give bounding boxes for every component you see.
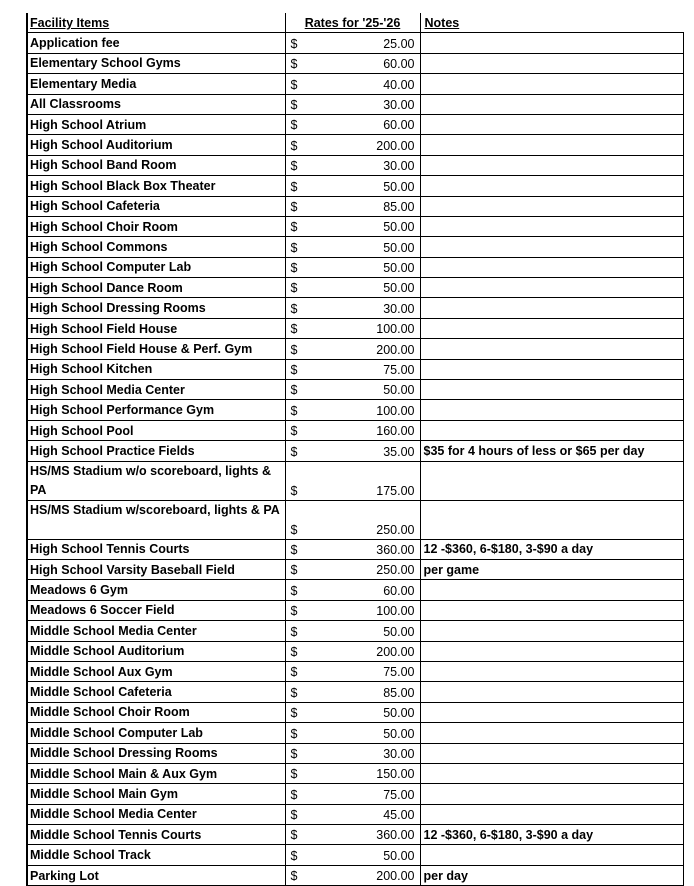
facility-item-cell: High School Practice Fields xyxy=(27,441,285,461)
currency-symbol: $ xyxy=(290,363,298,378)
rate-amount: 50.00 xyxy=(383,706,415,721)
currency-symbol: $ xyxy=(290,624,298,639)
table-row xyxy=(27,380,683,400)
currency-symbol: $ xyxy=(290,787,298,802)
notes-cell xyxy=(420,257,683,277)
rate-amount: 60.00 xyxy=(383,118,415,133)
rate-cell xyxy=(285,641,420,661)
rate-amount: 60.00 xyxy=(383,583,415,598)
rate-cell xyxy=(285,298,420,318)
rate-amount: 250.00 xyxy=(376,563,415,578)
rate-cell xyxy=(285,865,420,885)
notes-cell xyxy=(420,621,683,641)
currency-symbol: $ xyxy=(290,685,298,700)
currency-symbol: $ xyxy=(290,220,298,235)
rate-amount: 50.00 xyxy=(383,726,415,741)
rate-cell xyxy=(285,380,420,400)
notes-cell xyxy=(420,400,683,420)
rate-cell xyxy=(285,845,420,865)
rate-amount: 160.00 xyxy=(376,424,415,439)
notes-cell xyxy=(420,702,683,722)
rate-amount: 175.00 xyxy=(376,483,415,498)
table-row xyxy=(27,420,683,440)
currency-symbol: $ xyxy=(290,767,298,782)
currency-symbol: $ xyxy=(290,240,298,255)
rate-cell xyxy=(285,135,420,155)
rate-cell xyxy=(285,176,420,196)
table-row xyxy=(27,33,683,53)
currency-symbol: $ xyxy=(290,36,298,51)
rate-amount: 50.00 xyxy=(383,848,415,863)
table-row xyxy=(27,400,683,420)
currency-symbol: $ xyxy=(290,159,298,174)
facility-item-cell: HS/MS Stadium w/scoreboard, lights & PA xyxy=(27,500,285,539)
rate-cell xyxy=(285,420,420,440)
notes-cell xyxy=(420,298,683,318)
rate-cell xyxy=(285,339,420,359)
rate-cell xyxy=(285,825,420,845)
currency-symbol: $ xyxy=(290,118,298,133)
rate-cell xyxy=(285,318,420,338)
facility-item-cell: Middle School Cafeteria xyxy=(27,682,285,702)
rate-amount: 100.00 xyxy=(376,403,415,418)
table-row xyxy=(27,559,683,579)
rate-amount: 250.00 xyxy=(376,522,415,537)
currency-symbol: $ xyxy=(290,301,298,316)
rate-cell xyxy=(285,661,420,681)
rate-amount: 85.00 xyxy=(383,199,415,214)
currency-symbol: $ xyxy=(290,199,298,214)
notes-cell xyxy=(420,33,683,53)
table-row xyxy=(27,865,683,885)
table-row xyxy=(27,804,683,824)
currency-symbol: $ xyxy=(290,604,298,619)
column-header-facility-items: Facility Items xyxy=(27,13,285,33)
notes-cell xyxy=(420,135,683,155)
notes-cell xyxy=(420,176,683,196)
rate-amount: 50.00 xyxy=(383,240,415,255)
rate-cell xyxy=(285,94,420,114)
facility-item-cell: Middle School Choir Room xyxy=(27,702,285,722)
header-row xyxy=(27,13,683,33)
facility-item-cell: All Classrooms xyxy=(27,94,285,114)
notes-cell: $35 for 4 hours of less or $65 per day xyxy=(420,441,683,461)
rate-amount: 100.00 xyxy=(376,604,415,619)
table-row xyxy=(27,825,683,845)
notes-cell xyxy=(420,682,683,702)
rate-amount: 360.00 xyxy=(376,542,415,557)
facility-item-cell: High School Performance Gym xyxy=(27,400,285,420)
table-row xyxy=(27,784,683,804)
rate-cell xyxy=(285,600,420,620)
facility-item-cell: High School Cafeteria xyxy=(27,196,285,216)
currency-symbol: $ xyxy=(290,138,298,153)
table-row xyxy=(27,339,683,359)
rate-amount: 75.00 xyxy=(383,787,415,802)
notes-cell xyxy=(420,661,683,681)
table-row xyxy=(27,621,683,641)
rate-cell xyxy=(285,359,420,379)
notes-cell xyxy=(420,763,683,783)
rate-amount: 50.00 xyxy=(383,261,415,276)
column-header-notes: Notes xyxy=(420,13,683,33)
currency-symbol: $ xyxy=(290,483,298,498)
facility-item-cell: High School Auditorium xyxy=(27,135,285,155)
notes-cell: 12 -$360, 6-$180, 3-$90 a day xyxy=(420,539,683,559)
table-row xyxy=(27,155,683,175)
currency-symbol: $ xyxy=(290,261,298,276)
currency-symbol: $ xyxy=(290,542,298,557)
table-row xyxy=(27,539,683,559)
rate-cell xyxy=(285,804,420,824)
rate-amount: 50.00 xyxy=(383,383,415,398)
currency-symbol: $ xyxy=(290,281,298,296)
currency-symbol: $ xyxy=(290,444,298,459)
currency-symbol: $ xyxy=(290,77,298,92)
notes-cell xyxy=(420,155,683,175)
rate-amount: 35.00 xyxy=(383,444,415,459)
facility-item-cell: Middle School Main Gym xyxy=(27,784,285,804)
table-row xyxy=(27,94,683,114)
currency-symbol: $ xyxy=(290,828,298,843)
table-row xyxy=(27,359,683,379)
rate-amount: 200.00 xyxy=(376,342,415,357)
table-row xyxy=(27,702,683,722)
facility-item-cell: Middle School Aux Gym xyxy=(27,661,285,681)
rate-cell xyxy=(285,400,420,420)
rate-cell xyxy=(285,74,420,94)
currency-symbol: $ xyxy=(290,808,298,823)
rates-sheet xyxy=(26,13,682,886)
table-row xyxy=(27,441,683,461)
facility-item-cell: High School Varsity Baseball Field xyxy=(27,559,285,579)
notes-cell xyxy=(420,380,683,400)
notes-cell xyxy=(420,114,683,134)
rate-amount: 25.00 xyxy=(383,36,415,51)
table-row xyxy=(27,196,683,216)
facility-item-cell: High School Tennis Courts xyxy=(27,539,285,559)
notes-cell xyxy=(420,237,683,257)
table-row xyxy=(27,580,683,600)
facility-item-cell: Middle School Track xyxy=(27,845,285,865)
table-row xyxy=(27,600,683,620)
currency-symbol: $ xyxy=(290,583,298,598)
facility-item-cell: High School Computer Lab xyxy=(27,257,285,277)
facility-item-cell: Elementary Media xyxy=(27,74,285,94)
rate-cell xyxy=(285,257,420,277)
table-row xyxy=(27,135,683,155)
rate-cell xyxy=(285,723,420,743)
notes-cell xyxy=(420,461,683,500)
rate-amount: 30.00 xyxy=(383,746,415,761)
rate-amount: 200.00 xyxy=(376,869,415,884)
currency-symbol: $ xyxy=(290,644,298,659)
currency-symbol: $ xyxy=(290,522,298,537)
table-row xyxy=(27,278,683,298)
table-row xyxy=(27,723,683,743)
currency-symbol: $ xyxy=(290,322,298,337)
table-row xyxy=(27,743,683,763)
facility-item-cell: Meadows 6 Soccer Field xyxy=(27,600,285,620)
notes-cell: per game xyxy=(420,559,683,579)
rate-cell xyxy=(285,114,420,134)
notes-cell xyxy=(420,196,683,216)
notes-cell xyxy=(420,74,683,94)
rate-cell xyxy=(285,763,420,783)
notes-cell xyxy=(420,94,683,114)
rate-amount: 360.00 xyxy=(376,828,415,843)
rate-amount: 50.00 xyxy=(383,220,415,235)
currency-symbol: $ xyxy=(290,726,298,741)
rate-cell xyxy=(285,237,420,257)
notes-cell xyxy=(420,600,683,620)
facility-item-cell: Parking Lot xyxy=(27,865,285,885)
notes-cell xyxy=(420,804,683,824)
rate-amount: 150.00 xyxy=(376,767,415,782)
rate-amount: 60.00 xyxy=(383,57,415,72)
notes-cell xyxy=(420,743,683,763)
rate-cell xyxy=(285,784,420,804)
table-row xyxy=(27,237,683,257)
table-row xyxy=(27,661,683,681)
rate-amount: 50.00 xyxy=(383,281,415,296)
notes-cell xyxy=(420,845,683,865)
rate-cell xyxy=(285,500,420,539)
rate-amount: 200.00 xyxy=(376,644,415,659)
table-row xyxy=(27,176,683,196)
rate-cell xyxy=(285,580,420,600)
notes-cell xyxy=(420,641,683,661)
facility-item-cell: High School Black Box Theater xyxy=(27,176,285,196)
table-row xyxy=(27,318,683,338)
facility-item-cell: High School Field House xyxy=(27,318,285,338)
currency-symbol: $ xyxy=(290,746,298,761)
notes-cell xyxy=(420,216,683,236)
notes-cell xyxy=(420,278,683,298)
facility-item-cell: High School Pool xyxy=(27,420,285,440)
rate-cell xyxy=(285,155,420,175)
rate-cell xyxy=(285,539,420,559)
table-row xyxy=(27,461,683,500)
notes-cell xyxy=(420,359,683,379)
table-row xyxy=(27,641,683,661)
facility-item-cell: Middle School Media Center xyxy=(27,621,285,641)
facility-item-cell: High School Dressing Rooms xyxy=(27,298,285,318)
currency-symbol: $ xyxy=(290,403,298,418)
rate-amount: 100.00 xyxy=(376,322,415,337)
rate-cell xyxy=(285,441,420,461)
rate-cell xyxy=(285,682,420,702)
notes-cell xyxy=(420,53,683,73)
currency-symbol: $ xyxy=(290,869,298,884)
table-row xyxy=(27,53,683,73)
rate-amount: 200.00 xyxy=(376,138,415,153)
currency-symbol: $ xyxy=(290,706,298,721)
currency-symbol: $ xyxy=(290,665,298,680)
rate-cell xyxy=(285,216,420,236)
rate-cell xyxy=(285,196,420,216)
currency-symbol: $ xyxy=(290,57,298,72)
facility-item-cell: Middle School Computer Lab xyxy=(27,723,285,743)
table-row xyxy=(27,74,683,94)
rate-amount: 50.00 xyxy=(383,179,415,194)
rate-cell xyxy=(285,53,420,73)
table-row xyxy=(27,500,683,539)
notes-cell xyxy=(420,339,683,359)
rate-cell xyxy=(285,702,420,722)
currency-symbol: $ xyxy=(290,97,298,112)
notes-cell: 12 -$360, 6-$180, 3-$90 a day xyxy=(420,825,683,845)
facility-item-cell: Meadows 6 Gym xyxy=(27,580,285,600)
rate-amount: 75.00 xyxy=(383,665,415,680)
facility-item-cell: Application fee xyxy=(27,33,285,53)
facility-item-cell: HS/MS Stadium w/o scoreboard, lights & PA xyxy=(27,461,285,500)
facility-item-cell: High School Choir Room xyxy=(27,216,285,236)
facility-item-cell: Middle School Auditorium xyxy=(27,641,285,661)
facility-item-cell: Middle School Dressing Rooms xyxy=(27,743,285,763)
facility-item-cell: High School Band Room xyxy=(27,155,285,175)
facility-item-cell: Middle School Tennis Courts xyxy=(27,825,285,845)
rate-amount: 45.00 xyxy=(383,808,415,823)
table-row xyxy=(27,298,683,318)
table-row xyxy=(27,216,683,236)
rate-amount: 85.00 xyxy=(383,685,415,700)
facility-item-cell: Middle School Media Center xyxy=(27,804,285,824)
currency-symbol: $ xyxy=(290,342,298,357)
facility-item-cell: High School Dance Room xyxy=(27,278,285,298)
rate-amount: 75.00 xyxy=(383,363,415,378)
currency-symbol: $ xyxy=(290,424,298,439)
facility-item-cell: Middle School Main & Aux Gym xyxy=(27,763,285,783)
facility-item-cell: High School Media Center xyxy=(27,380,285,400)
notes-cell xyxy=(420,318,683,338)
facility-item-cell: High School Field House & Perf. Gym xyxy=(27,339,285,359)
rate-amount: 30.00 xyxy=(383,97,415,112)
currency-symbol: $ xyxy=(290,848,298,863)
currency-symbol: $ xyxy=(290,383,298,398)
facility-rates-table xyxy=(26,13,684,886)
rate-cell xyxy=(285,621,420,641)
notes-cell xyxy=(420,500,683,539)
notes-cell xyxy=(420,723,683,743)
facility-item-cell: High School Kitchen xyxy=(27,359,285,379)
rate-cell xyxy=(285,278,420,298)
table-row xyxy=(27,682,683,702)
table-row xyxy=(27,257,683,277)
rate-amount: 30.00 xyxy=(383,159,415,174)
facility-item-cell: Elementary School Gyms xyxy=(27,53,285,73)
notes-cell: per day xyxy=(420,865,683,885)
facility-item-cell: High School Commons xyxy=(27,237,285,257)
column-header-rates: Rates for '25-'26 xyxy=(285,13,420,33)
rate-amount: 30.00 xyxy=(383,301,415,316)
currency-symbol: $ xyxy=(290,179,298,194)
rate-cell xyxy=(285,559,420,579)
rate-cell xyxy=(285,33,420,53)
notes-cell xyxy=(420,580,683,600)
table-row xyxy=(27,114,683,134)
rate-amount: 40.00 xyxy=(383,77,415,92)
rate-amount: 50.00 xyxy=(383,624,415,639)
currency-symbol: $ xyxy=(290,563,298,578)
rate-cell xyxy=(285,461,420,500)
table-row xyxy=(27,763,683,783)
rate-cell xyxy=(285,743,420,763)
facility-item-cell: High School Atrium xyxy=(27,114,285,134)
table-row xyxy=(27,845,683,865)
notes-cell xyxy=(420,420,683,440)
notes-cell xyxy=(420,784,683,804)
